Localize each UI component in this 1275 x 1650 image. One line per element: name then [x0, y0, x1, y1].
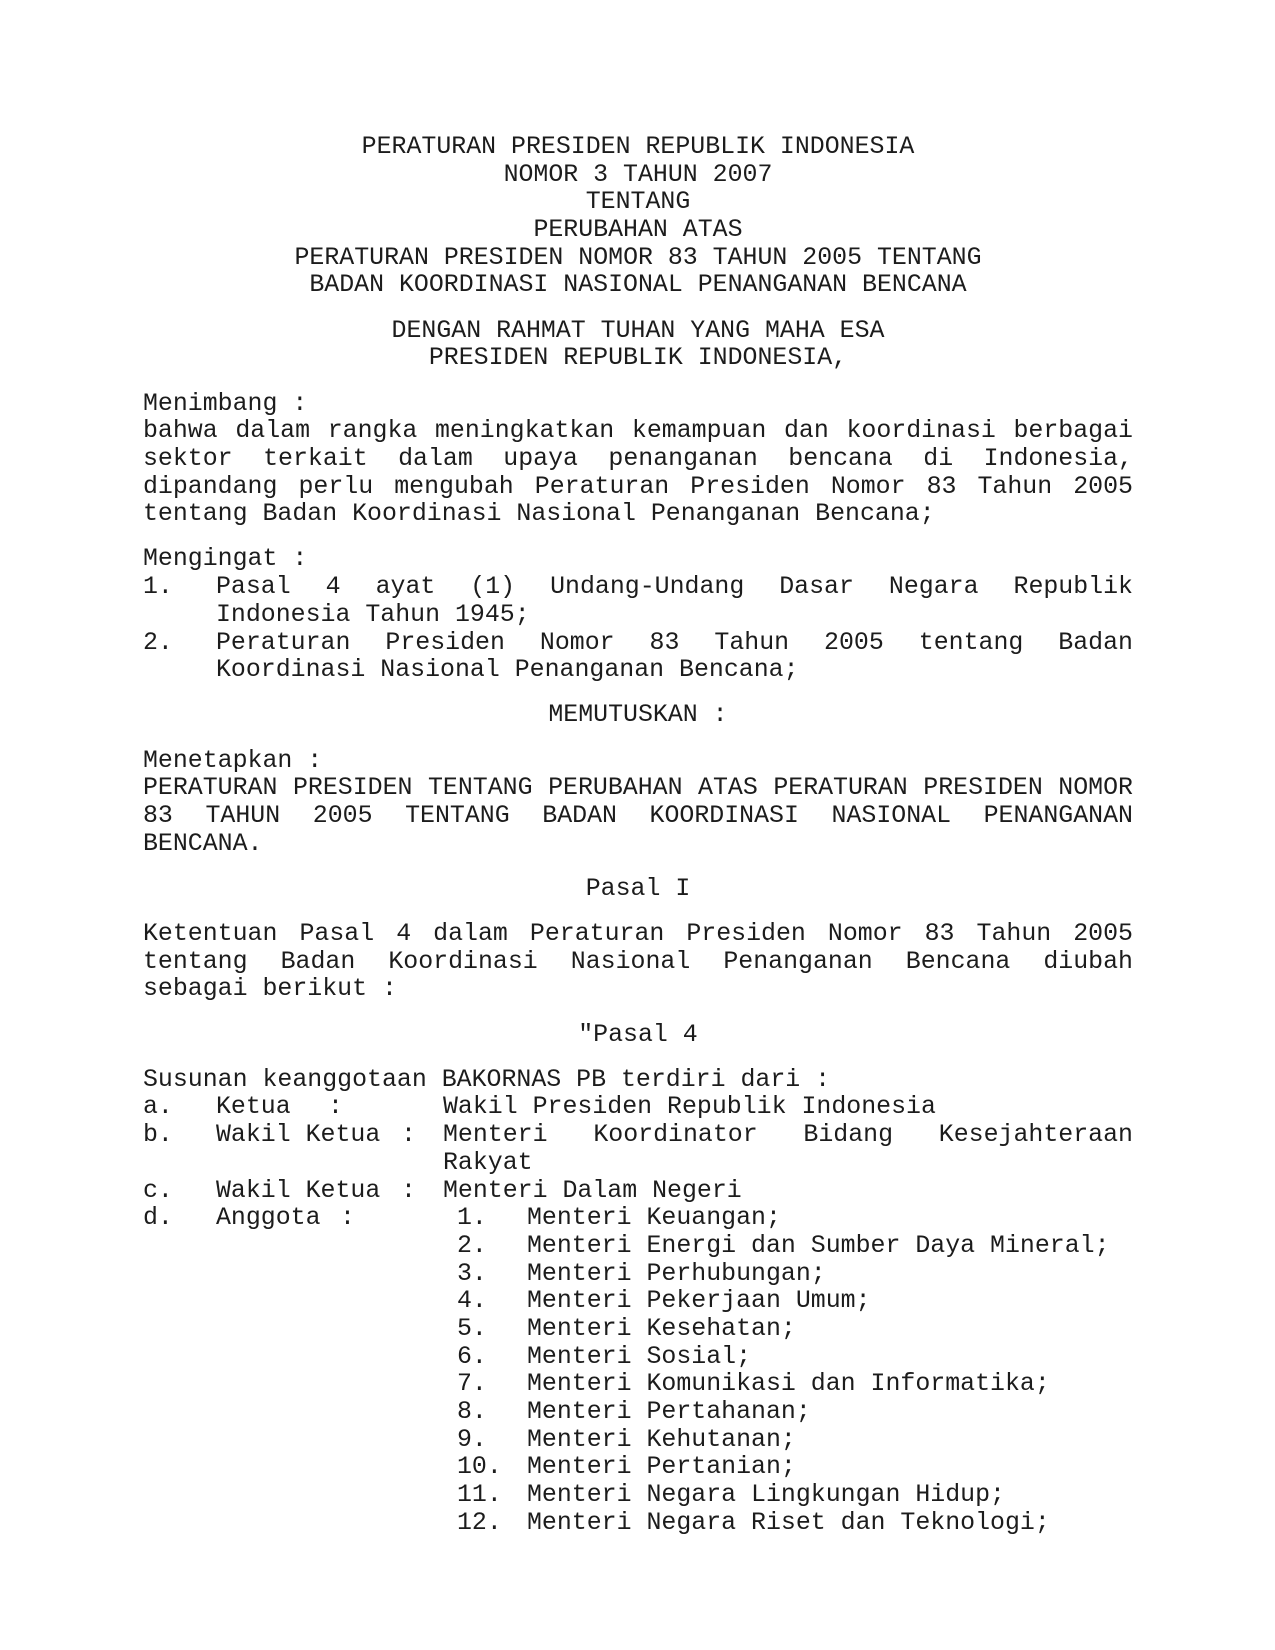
member-row-d-anggota-1	[143, 1205, 1133, 1233]
doc-text-col: 1.	[143, 573, 173, 602]
doc-text-col: Anggota	[216, 1204, 321, 1233]
doc-text-col: Menteri Komunikasi dan Informatika;	[527, 1370, 1050, 1399]
doc-text-col: Wakil Ketua	[216, 1176, 381, 1205]
doc-text-col: Menteri Koordinator Bidang Kesejahteraan	[443, 1122, 1133, 1150]
doc-text-col: Ketua	[216, 1093, 291, 1122]
mengingat-item-2-cont	[143, 657, 1133, 685]
doc-text-col: 11.	[457, 1481, 502, 1510]
doc-text-col: Menteri Energi dan Sumber Daya Mineral;	[527, 1231, 1110, 1260]
menimbang-body: tentang Badan Koordinasi Nasional Penanganan Bencana;	[143, 500, 935, 529]
menimbang-body: bahwa dalam rangka meningkatkan kemampuan dan koordinasi berbagai	[143, 418, 1133, 446]
title-line-2: NOMOR 3 TAHUN 2007	[503, 160, 773, 189]
pasal-i-body: sebagai berikut :	[143, 975, 397, 1004]
doc-text-col: d.	[143, 1204, 173, 1233]
doc-text-col: Menteri Pekerjaan Umum;	[527, 1287, 871, 1316]
doc-text-col: Menteri Keuangan;	[527, 1204, 781, 1233]
pasal-i-heading: Pasal I	[585, 874, 691, 903]
doc-text-col: Menteri Sosial;	[527, 1342, 752, 1371]
anggota-item-12	[143, 1510, 1133, 1538]
doc-text-col: Menteri Kehutanan;	[527, 1425, 796, 1454]
doc-text-col: Indonesia Tahun 1945;	[216, 600, 530, 629]
menetapkan-body: BENCANA.	[143, 829, 263, 858]
doc-text-col: :	[401, 1176, 416, 1205]
title-line-4: PERUBAHAN ATAS	[533, 216, 743, 245]
mengingat-item-1	[143, 574, 1133, 602]
mengingat-label: Mengingat :	[143, 545, 308, 574]
anggota-item-9	[143, 1427, 1133, 1455]
doc-text-col: :	[340, 1204, 355, 1233]
doc-text-col: 2.	[457, 1231, 487, 1260]
mengingat-item-1-cont	[143, 602, 1133, 630]
member-row-b-cont	[143, 1150, 1133, 1178]
menimbang-label: Menimbang :	[143, 389, 308, 418]
doc-text-col: Menteri Perhubungan;	[527, 1259, 826, 1288]
menetapkan-body: 83 TAHUN 2005 TENTANG BADAN KOORDINASI NASIONAL PENANGANAN	[143, 802, 1133, 830]
pasal-i-body: tentang Badan Koordinasi Nasional Penanganan Bencana diubah	[143, 948, 1133, 976]
anggota-item-11	[143, 1482, 1133, 1510]
doc-text-col: a.	[143, 1093, 173, 1122]
title-line-3: TENTANG	[585, 188, 691, 217]
doc-text-col: 8.	[457, 1398, 487, 1426]
anggota-item-10	[143, 1454, 1133, 1482]
doc-text-col: Peraturan Presiden Nomor 83 Tahun 2005 tentang Badan	[216, 629, 1133, 657]
invocation-line-1: DENGAN RAHMAT TUHAN YANG MAHA ESA	[391, 316, 885, 345]
menimbang-body: sektor terkait dalam upaya penanganan bencana di Indonesia,	[143, 445, 1133, 473]
doc-text-col: 10.	[457, 1453, 502, 1482]
doc-text-col: 3.	[457, 1259, 487, 1288]
mengingat-item-2	[143, 630, 1133, 658]
anggota-item-5	[143, 1316, 1133, 1344]
doc-text-col: :	[328, 1093, 343, 1122]
member-row-b	[143, 1122, 1133, 1150]
pasal-i-body: Ketentuan Pasal 4 dalam Peraturan Presiden Nomor 83 Tahun 2005	[143, 921, 1133, 948]
memutuskan-heading: MEMUTUSKAN :	[548, 701, 728, 730]
doc-text-col: 2.	[143, 628, 173, 657]
doc-text-col: 6.	[457, 1342, 487, 1371]
doc-text-col: Menteri Pertanian;	[527, 1453, 796, 1482]
title-line-6: BADAN KOORDINASI NASIONAL PENANGANAN BENCANA	[309, 271, 967, 300]
pasal-4-heading: "Pasal 4	[578, 1020, 698, 1049]
doc-text-col: 5.	[457, 1314, 487, 1343]
anggota-item-4	[143, 1288, 1133, 1316]
doc-text-col: Menteri Negara Lingkungan Hidup;	[527, 1481, 1005, 1510]
doc-text-col: 4.	[457, 1287, 487, 1316]
doc-text-col: 12.	[457, 1508, 502, 1537]
doc-text-col: Pasal 4 ayat (1) Undang-Undang Dasar Negara Republik	[216, 574, 1133, 602]
menimbang-body: dipandang perlu mengubah Peraturan Presiden Nomor 83 Tahun 2005	[143, 473, 1133, 501]
anggota-item-2	[143, 1233, 1133, 1261]
doc-text-col: c.	[143, 1176, 173, 1205]
doc-text-col: Menteri Kesehatan;	[527, 1314, 796, 1343]
doc-text-col: Wakil Ketua	[216, 1121, 381, 1150]
anggota-item-8	[143, 1399, 1133, 1427]
susunan-intro: Susunan keanggotaan BAKORNAS PB terdiri dari :	[143, 1065, 831, 1094]
title-line-5: PERATURAN PRESIDEN NOMOR 83 TAHUN 2005 TENTANG	[294, 243, 982, 272]
doc-text-col: 9.	[457, 1425, 487, 1454]
member-row-a	[143, 1094, 1133, 1122]
anggota-item-7	[143, 1371, 1133, 1399]
doc-text-col: Rakyat	[443, 1148, 533, 1177]
doc-text-col: Menteri Dalam Negeri	[443, 1176, 742, 1205]
doc-text-col: 1.	[457, 1204, 487, 1233]
anggota-item-3	[143, 1261, 1133, 1289]
doc-text-col: 7.	[457, 1370, 487, 1399]
menetapkan-label: Menetapkan :	[143, 746, 323, 775]
doc-text-col: Menteri Pertahanan;	[527, 1398, 811, 1426]
doc-text-col: Koordinasi Nasional Penanganan Bencana;	[216, 656, 799, 685]
menetapkan-body: PERATURAN PRESIDEN TENTANG PERUBAHAN ATAS PERATURAN PRESIDEN NOMOR	[143, 775, 1133, 803]
member-row-c	[143, 1178, 1133, 1206]
doc-text-col: :	[401, 1121, 416, 1150]
invocation-line-2: PRESIDEN REPUBLIK INDONESIA,	[428, 344, 848, 373]
doc-text-col: b.	[143, 1121, 173, 1150]
anggota-item-6	[143, 1344, 1133, 1372]
doc-text-col: Wakil Presiden Republik Indonesia	[443, 1093, 936, 1122]
doc-text-col: Menteri Negara Riset dan Teknologi;	[527, 1508, 1050, 1537]
title-line-1: PERATURAN PRESIDEN REPUBLIK INDONESIA	[361, 133, 915, 161]
regulation-document-body	[143, 134, 1133, 1537]
